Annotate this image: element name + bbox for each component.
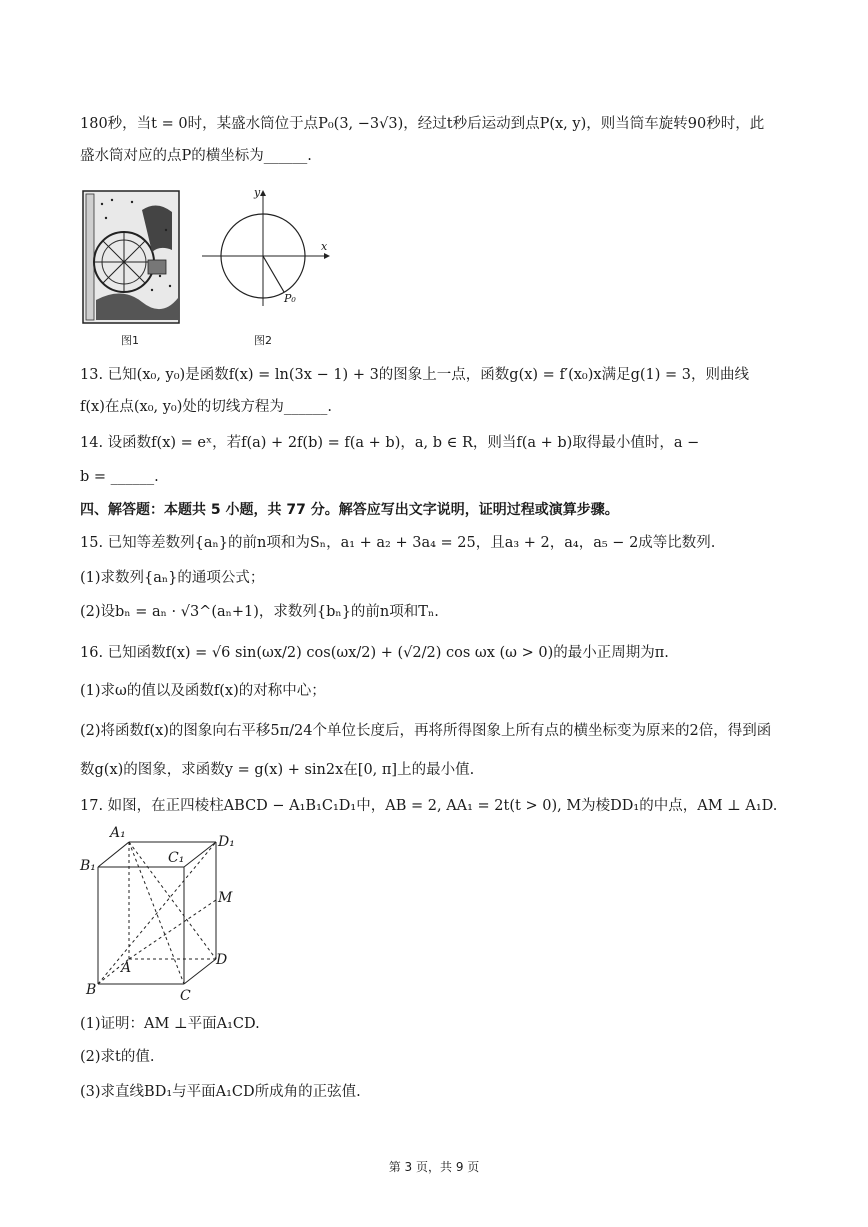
fig2-x-label: x [321,240,328,253]
text-line-13: (2)将函数f(x)的图象向右平移5π/24个单位长度后，再将所得图象上所有点的横坐标变为原来的2倍，得到函 [80,723,772,739]
text-line-17: (2)求t的值. [80,1049,155,1065]
prism-label-d1: D₁ [218,834,235,850]
prism-label-m: M [218,890,233,906]
prism-label-b: B [86,982,97,998]
text-line-5: 14. 设函数f(x) = eˣ，若f(a) + 2f(b) = f(a + b)，a, b ∈ R，则当f(a + b)取得最小值时，a − [80,435,700,451]
figure-2-circle-diagram [196,186,336,310]
figure-2-caption: 图2 [254,334,272,347]
fig2-p0-label: P₀ [284,292,296,305]
fig2-y-label: y [254,186,261,199]
text-line-14: 数g(x)的图象，求函数y = g(x) + sin2x在[0, π]上的最小值. [80,762,475,778]
text-line-16: (1)证明：AM ⊥平面A₁CD. [80,1016,260,1032]
text-line-3: 13. 已知(x₀, y₀)是函数f(x) = ln(3x − 1) + 3的图象上一点，函数g(x) = f′(x₀)x满足g(1) = 3，则曲线 [80,367,749,383]
text-line-2: 盛水筒对应的点P的横坐标为______. [80,148,312,164]
section-heading: 四、解答题：本题共 5 小题，共 77 分。解答应写出文字说明，证明过程或演算步骤。 [80,502,619,518]
text-line-4: f(x)在点(x₀, y₀)处的切线方程为______. [80,399,332,415]
page-footer: 第 3 页，共 9 页 [388,1160,480,1174]
text-line-9: (1)求数列{aₙ}的通项公式； [80,570,265,586]
text-line-1: 180秒，当t = 0时，某盛水筒位于点P₀(3, −3√3)，经过t秒后运动到点P(x, y)，则当筒车旋转90秒时，此 [80,116,765,132]
text-line-10: (2)设bₙ = aₙ · √3^(aₙ+1)，求数列{bₙ}的前n项和Tₙ. [80,604,439,620]
text-line-11: 16. 已知函数f(x) = √6 sin(ωx/2) cos(ωx/2) + (√2/2) cos ωx (ω > 0)的最小正周期为π. [80,645,669,661]
text-line-8: 15. 已知等差数列{aₙ}的前n项和为Sₙ，a₁ + a₂ + 3a₄ = 25，且a₃ + 2，a₄，a₅ − 2成等比数列. [80,535,716,551]
prism-label-d: D [216,952,228,968]
prism-label-c: C [180,988,191,1004]
prism-figure [80,822,250,1012]
prism-label-a1: A₁ [110,825,126,841]
figure-1-waterwheel-illustration [82,190,180,324]
text-line-15: 17. 如图，在正四棱柱ABCD − A₁B₁C₁D₁中，AB = 2, AA₁ = 2t(t > 0), M为棱DD₁的中点，AM ⊥ A₁D. [80,798,778,814]
figure-1-caption: 图1 [121,334,139,347]
text-line-6: b = ______. [80,469,159,485]
prism-label-c1: C₁ [168,850,185,866]
text-line-12: (1)求ω的值以及函数f(x)的对称中心； [80,683,326,699]
prism-label-a: A [121,960,132,976]
prism-label-b1: B₁ [80,858,96,874]
text-line-18: (3)求直线BD₁与平面A₁CD所成角的正弦值. [80,1084,361,1100]
